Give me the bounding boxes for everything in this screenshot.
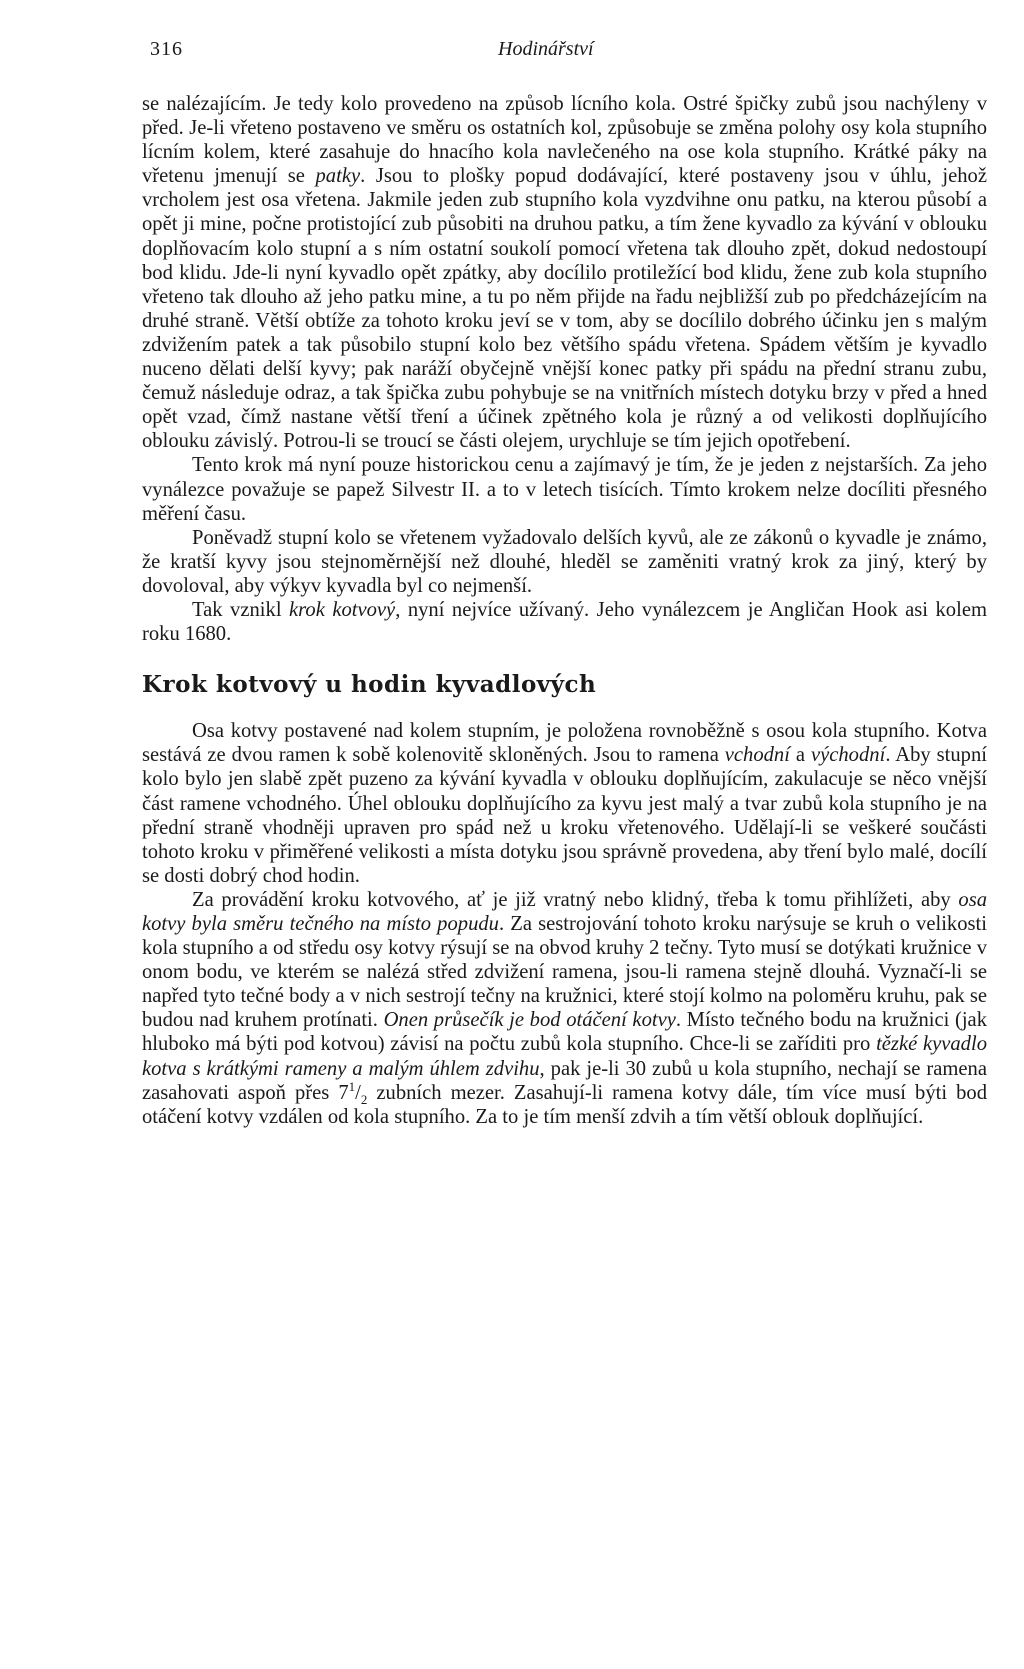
paragraph-text: Za provádění kroku kotvového, ať je již vratný nebo klidný, třeba k tomu přihlížeti, aby — [192, 888, 959, 911]
fraction-slash: / — [355, 1081, 361, 1104]
paragraph-text: Tak vznikl — [192, 598, 290, 621]
paragraph-text: a — [789, 744, 811, 767]
italic-term: vchodní — [724, 744, 790, 767]
running-head: Hodinářství — [498, 38, 594, 60]
paragraph-text: Osa kotvy postavené nad kolem stupním, je položena rovnoběžně s osou kola stupního. Kotva sestává ze dvou ramen k sobě kolenovitě skloněných. Jsou to ramena — [142, 720, 987, 767]
italic-term: Onen průsečík je bod otáčení kotvy — [383, 1009, 676, 1032]
paragraph-text: zubních mezer. Zasahují-li ramena kotvy dále, tím více musí býti bod otáčení kotvy vzdálen od kola stupního. Za to je tím menší zdvih a tím větší oblouk doplňující. — [142, 1081, 987, 1128]
paragraph-text: se nalézajícím. Je tedy kolo provedeno na způsob lícního kola. Ostré špičky zubů jsou nachýleny v před. Je-li vřeteno postaveno ve směru os ostatních kol, způsobuje se změna polohy osy kola stupního lícním kolem, které zasahuje do hnacího kola navlečeného na ose kola stupního. Krátké páky na vřetenu jmenují se — [142, 93, 987, 188]
paragraph — [142, 888, 987, 1129]
fraction-denominator: 2 — [360, 1091, 368, 1107]
paragraph — [142, 598, 987, 646]
fraction-numerator: 1 — [348, 1078, 356, 1094]
italic-term: osa kotvy byla směru tečného na místo popudu — [142, 888, 987, 935]
italic-term: patky — [315, 165, 361, 188]
document-page — [142, 38, 987, 1129]
paragraph-text: . Jsou to plošky popud dodávající, které postaveny jsou v úhlu, jehož vrcholem jest osa vřetena. Jakmile jeden zub stupního kola vyzdvihne onu patku, na kterou působí a opět ji mine, počne protistojící zub působiti na druhou patku, a tím žene kyvadlo za kývání v oblouku doplňovacím kolo stupní a s ním ostatní soukolí pomocí vřetena tak dlouho zpět, dokud nedostoupí bod klidu. Jde-li nyní kyvadlo opět zpátky, aby docílilo protiležící bod klidu, žene zub kola stupního vřeteno tak dlouho až jeho patku mine, a tu po něm přijde na řadu nejbližší zub po předcházejícím na druhé straně. Větší obtíže za tohoto kroku jeví se v tom, aby se docílilo dobrého účinku jen s malým zdvižením patek a tak působilo stupní kolo bez většího spádu vřetena. Spádem větším je kyvadlo nuceno dělati delší kyvy; pak naráží obyčejně vnější konec patky při spádu na přední stranu zubu, čemuž následuje odraz, a tak špička zubu pohybuje se na vnitřních místech dotyku brzy v před a hned opět vzad, čímž nastane větší tření a účinek zpětného kola je různý a od velikosti doplňujícího oblouku závislý. Potrou-li se troucí se části olejem, urychluje se tím jejich opotřebení. — [142, 165, 987, 453]
paragraph — [142, 719, 987, 888]
paragraph: Poněvadž stupní kolo se vřetenem vyžadovalo delších kyvů, ale ze zákonů o kyvadle je známo, že kratší kyvy jsou stejnoměrnější než dlouhé, hleděl se zaměniti vratný krok za jiný, který by dovoloval, aby výkyv kyvadla byl co nejmenší. — [142, 526, 987, 597]
paragraph-text: . Za sestrojování tohoto kroku narýsuje se kruh o velikosti kola stupního a od středu osy kotvy rýsují se na obvod kruhy 2 tečny. Tyto musí se dotýkati kružnice v onom bodu, ve kterém se nalézá střed zdvižení ramena, jsou-li ramena stejně dlouhá. Vyznačí-li se napřed tyto tečné body a v nich sestrojí tečny na kružnici, které stojí kolmo na poloměru kruhu, pak se budou nad kruhem protínati. — [142, 913, 987, 1032]
italic-term: východní — [810, 744, 886, 767]
paragraph-text: . Aby stupní kolo bylo jen slabě zpět puzeno za kývání kyvadla v oblouku doplňujícím, zakulacuje se něco vnější část ramene vchodného. Úhel oblouku doplňujícího za kyvu jest malý a tvar zubů kola stupního je na přední straně vhodněji upraven pro spád než u kroku vřetenového. Udělají-li se veškeré součásti tohoto kroku v přiměřené velikosti a místa dotyku jsou správně provedena, aby tření bylo malé, docílí se dosti dobrý chod hodin. — [142, 744, 987, 887]
italic-term: krok kotvový — [289, 598, 396, 621]
paragraph: Tento krok má nyní pouze historickou cenu a zajímavý je tím, že je jeden z nejstarších. Za jeho vynálezce považuje se papež Silvestr II. a to v letech tisících. Tímto krokem nelze docíliti přesného měření času. — [142, 454, 987, 525]
paragraph — [142, 92, 987, 453]
paragraph-text: . Místo tečného bodu na kružnici (jak hluboko má býti pod kotvou) závisí na počtu zubů kola stupního. Chce-li se zaříditi pro — [142, 1009, 987, 1056]
page-number: 316 — [150, 38, 183, 60]
section-heading: Krok kotvový u hodin kyvadlových — [142, 671, 597, 699]
page-header — [142, 38, 987, 78]
italic-term: tězké kyvadlo kotva s krátkými rameny a malým úhlem zdvihu — [142, 1033, 987, 1080]
paragraph-text: , nyní nejvíce užívaný. Jeho vynálezcem je Angličan Hook asi kolem roku 1680. — [142, 598, 987, 646]
paragraph-text: , pak je-li 30 zubů u kola stupního, nechají se ramena zasahovati aspoň přes 7 — [142, 1057, 987, 1104]
body-text — [142, 92, 987, 1129]
